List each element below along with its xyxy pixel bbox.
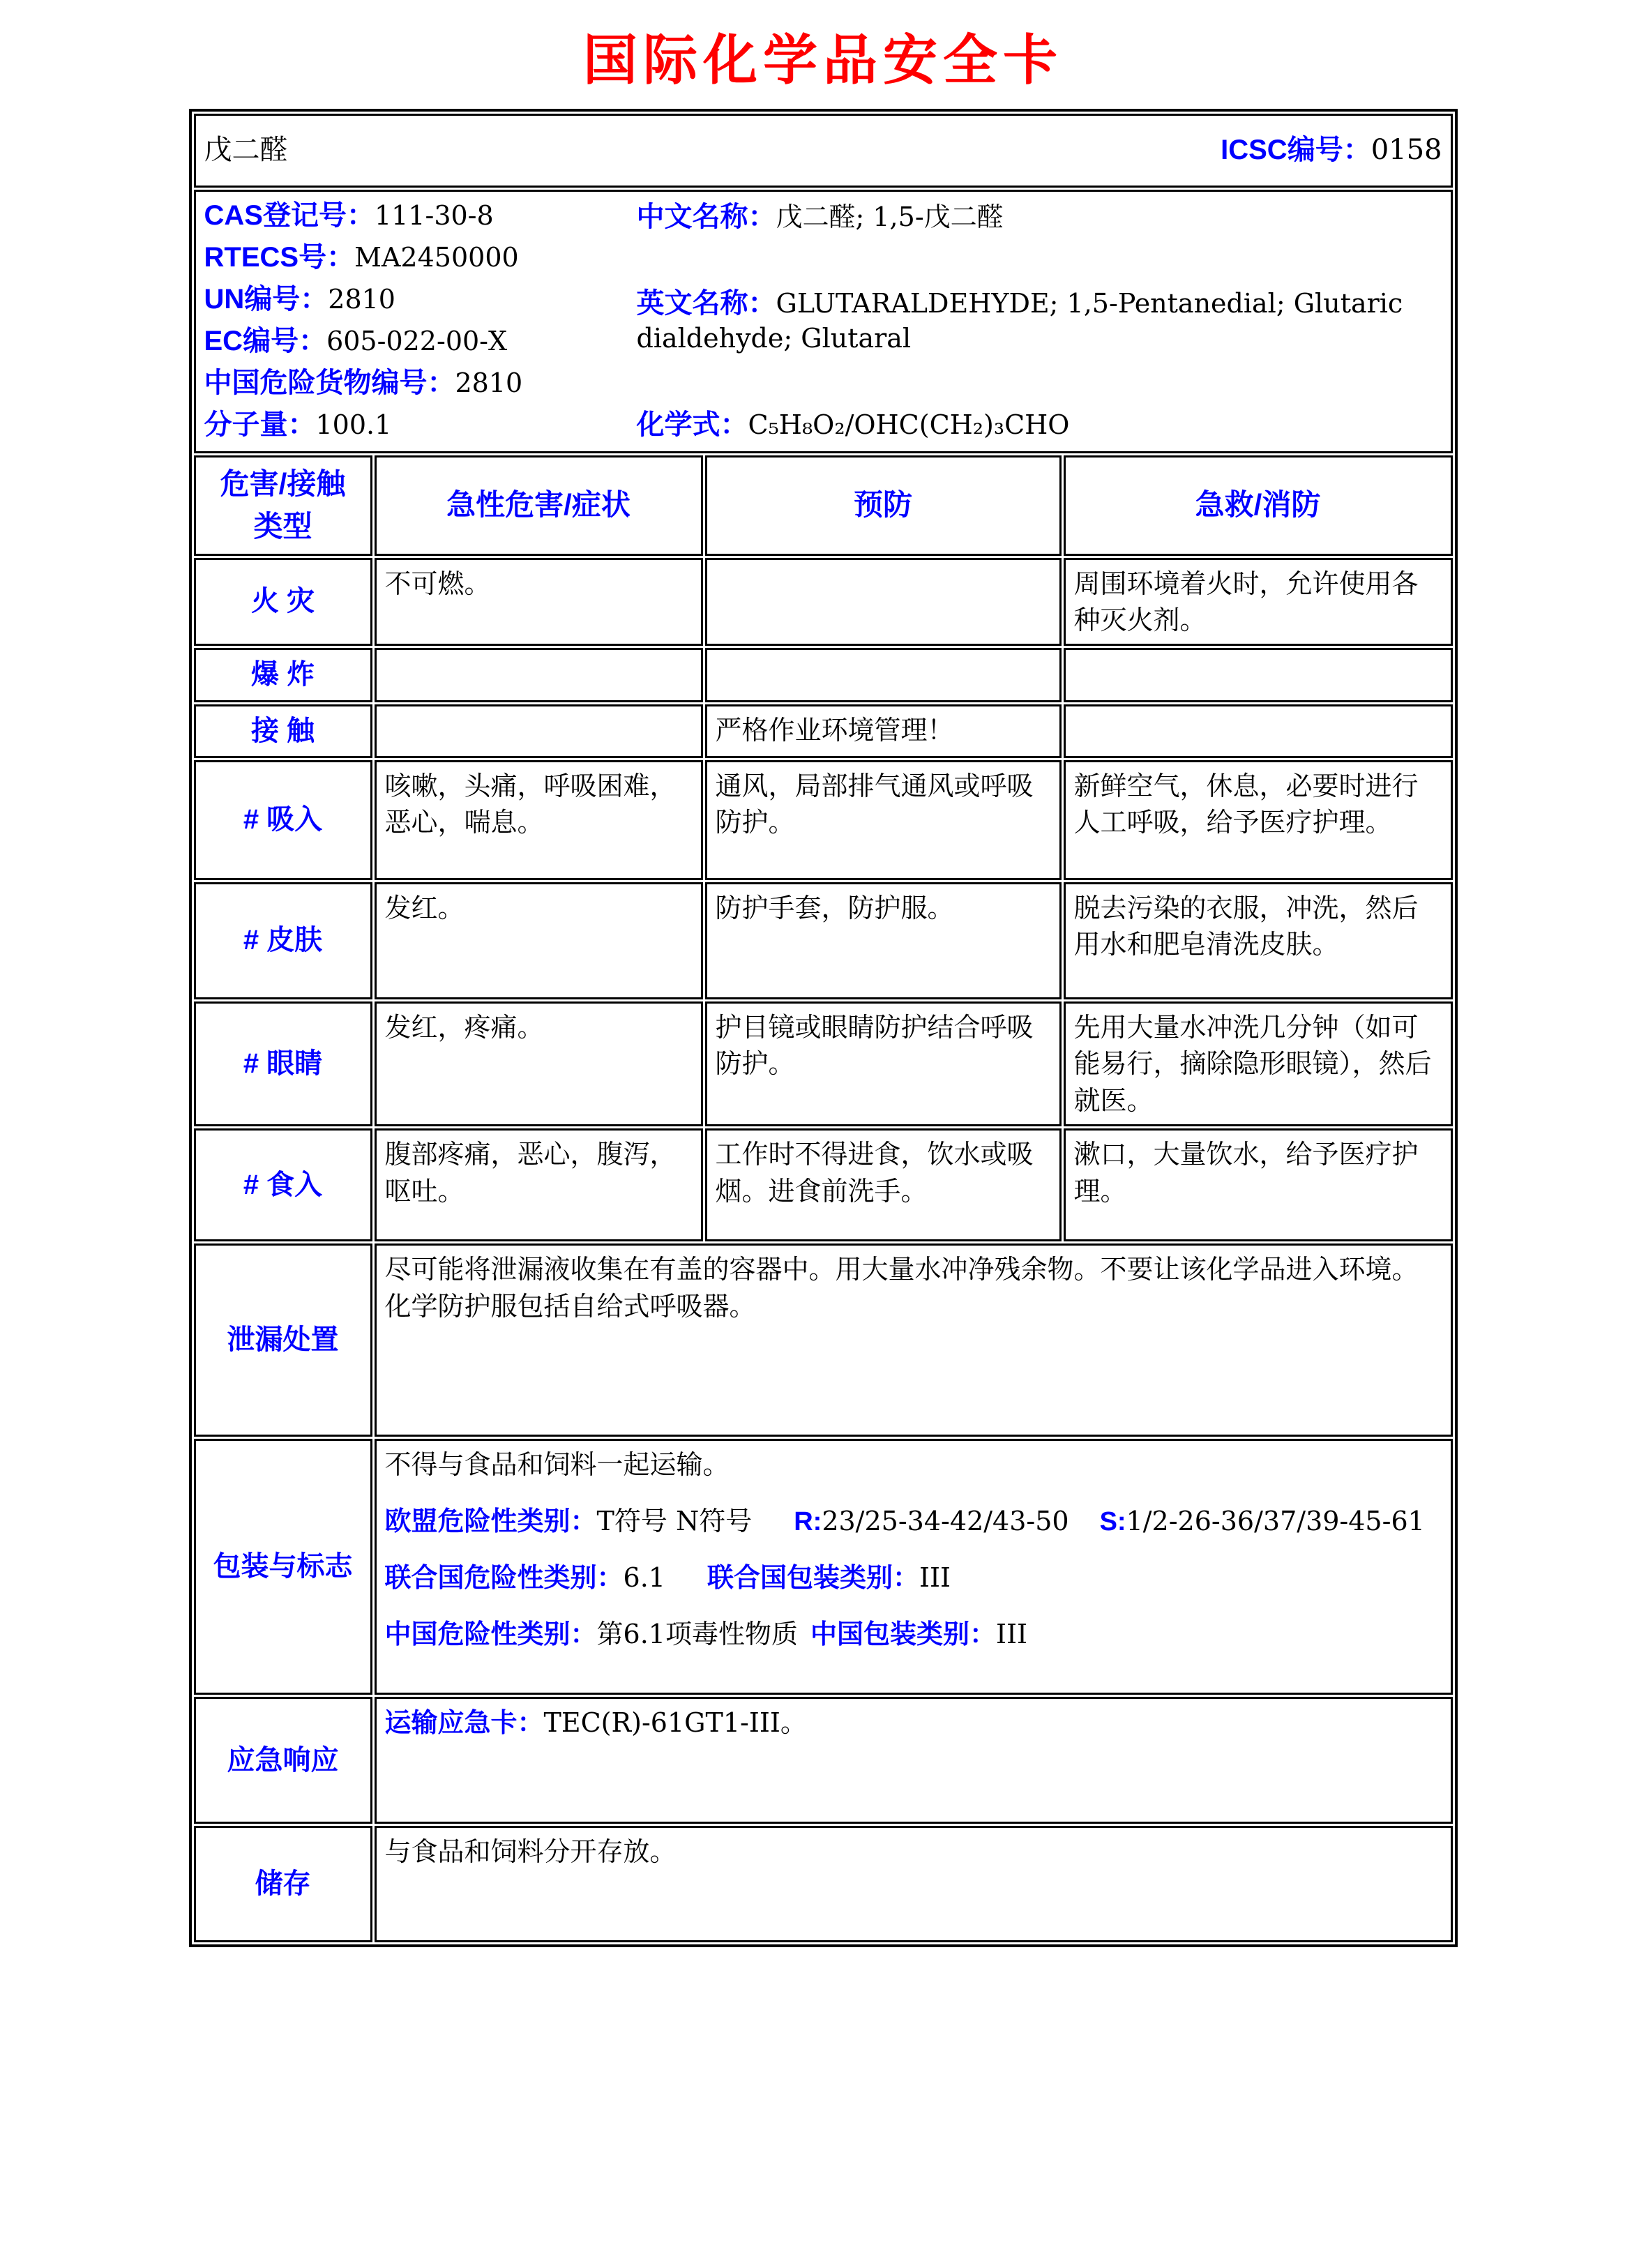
chinese-name: 中文名称：戊二醛; 1,5-戊二醛 xyxy=(636,201,1004,232)
inhalation-firstaid: 新鲜空气，休息，必要时进行人工呼吸，给予医疗护理。 xyxy=(1064,760,1453,880)
skin-firstaid: 脱去污染的衣服，冲洗，然后用水和肥皂清洗皮肤。 xyxy=(1064,882,1453,999)
cas-number: CAS登记号：111-30-8 xyxy=(204,199,494,231)
exposure-prevention: 严格作业环境管理！ xyxy=(705,704,1062,758)
identification-right-column xyxy=(637,197,1442,443)
header-acute-symptoms: 急性危害/症状 xyxy=(375,455,703,556)
fire-prevention xyxy=(705,558,1062,647)
ingestion-firstaid: 漱口，大量饮水，给予医疗护理。 xyxy=(1064,1128,1453,1241)
hazard-type-skin: # 皮肤 xyxy=(194,882,372,999)
packaging-transport-note: 不得与食品和饲料一起运输。 xyxy=(384,1449,730,1481)
ingestion-prevention: 工作时不得进食，饮水或吸烟。进食前洗手。 xyxy=(705,1128,1062,1241)
ingestion-symptoms: 腹部疼痛，恶心，腹泻，呕吐。 xyxy=(375,1128,703,1241)
packaging-eu-classification: 欧盟危险性类别：T符号 N符号 R:23/25-34-42/43-50 S:1/2-26-36/37/39-45-61 xyxy=(384,1505,1425,1536)
storage-row xyxy=(194,1826,1453,1942)
icsc-card xyxy=(189,109,1458,1947)
emergency-label: 应急响应 xyxy=(194,1697,372,1824)
skin-symptoms: 发红。 xyxy=(375,882,703,999)
eyes-firstaid: 先用大量水冲洗几分钟（如可能易行，摘除隐形眼镜），然后就医。 xyxy=(1064,1001,1453,1126)
exposure-symptoms xyxy=(375,704,703,758)
inhalation-symptoms: 咳嗽，头痛，呼吸困难，恶心，喘息。 xyxy=(375,760,703,880)
packaging-content xyxy=(375,1439,1453,1695)
emergency-content xyxy=(375,1697,1453,1824)
fire-firstaid: 周围环境着火时，允许使用各种灭火剂。 xyxy=(1064,558,1453,647)
hazard-type-explosion: 爆 炸 xyxy=(194,648,372,702)
storage-label: 储存 xyxy=(194,1826,372,1942)
hazard-row-skin xyxy=(194,882,1453,999)
spillage-text: 尽可能将泄漏液收集在有盖的容器中。用大量水冲净残余物。不要让该化学品进入环境。化学防护服包括自给式呼吸器。 xyxy=(375,1243,1453,1437)
eyes-prevention: 护目镜或眼睛防护结合呼吸防护。 xyxy=(705,1001,1062,1126)
icsc-number-label: ICSC编号： xyxy=(1221,135,1371,166)
page-title: 国际化学品安全卡 xyxy=(582,29,1063,91)
hazard-row-inhalation xyxy=(194,760,1453,880)
icsc-number xyxy=(1221,131,1442,169)
hazard-type-inhalation: # 吸入 xyxy=(194,760,372,880)
header-prevention: 预防 xyxy=(705,455,1062,556)
chemical-name: 戊二醛 xyxy=(204,134,288,167)
packaging-row xyxy=(194,1439,1453,1695)
eyes-symptoms: 发红，疼痛。 xyxy=(375,1001,703,1126)
molecular-weight: 分子量：100.1 xyxy=(204,409,392,440)
packaging-label: 包装与标志 xyxy=(194,1439,372,1695)
identification-left-column xyxy=(204,197,637,443)
explosion-firstaid xyxy=(1064,648,1453,702)
inhalation-prevention: 通风，局部排气通风或呼吸防护。 xyxy=(705,760,1062,880)
chemical-formula: 化学式：C₅H₈O₂/OHC(CH₂)₃CHO xyxy=(636,409,1070,440)
un-number: UN编号：2810 xyxy=(204,283,395,315)
icsc-number-value: 0158 xyxy=(1371,134,1442,167)
skin-prevention: 防护手套，防护服。 xyxy=(705,882,1062,999)
hazard-row-exposure xyxy=(194,704,1453,758)
ec-number: EC编号：605-022-00-X xyxy=(204,325,508,356)
header-hazard-type: 危害/接触 类型 xyxy=(194,455,372,556)
explosion-symptoms xyxy=(375,648,703,702)
hazard-type-eyes: # 眼睛 xyxy=(194,1001,372,1126)
hazard-type-exposure: 接 触 xyxy=(194,704,372,758)
identification-row xyxy=(194,190,1453,453)
hazard-row-eyes xyxy=(194,1001,1453,1126)
english-name: 英文名称：GLUTARALDEHYDE; 1,5-Pentanedial; Glutaric dialdehyde; Glutaral xyxy=(636,288,1403,354)
emergency-row xyxy=(194,1697,1453,1824)
transport-emergency-card: 运输应急卡：TEC(R)-61GT1-III。 xyxy=(384,1707,807,1739)
hazard-type-fire: 火 灾 xyxy=(194,558,372,647)
hazard-row-fire xyxy=(194,558,1453,647)
identification-cell xyxy=(194,190,1453,453)
rtecs-number: RTECS号：MA2450000 xyxy=(204,241,519,273)
spillage-label: 泄漏处置 xyxy=(194,1243,372,1437)
china-dangerous-goods-number: 中国危险货物编号：2810 xyxy=(204,367,523,398)
exposure-firstaid xyxy=(1064,704,1453,758)
hazard-type-ingestion: # 食入 xyxy=(194,1128,372,1241)
header-firstaid-firefighting: 急救/消防 xyxy=(1064,455,1453,556)
name-cell xyxy=(194,114,1453,188)
fire-symptoms: 不可燃。 xyxy=(375,558,703,647)
name-row xyxy=(194,114,1453,188)
storage-text: 与食品和饲料分开存放。 xyxy=(375,1826,1453,1942)
packaging-cn-classification: 中国危险性类别：第6.1项毒性物质 中国包装类别：III xyxy=(384,1619,1028,1650)
packaging-un-classification: 联合国危险性类别：6.1 联合国包装类别：III xyxy=(384,1562,951,1594)
spillage-row xyxy=(194,1243,1453,1437)
hazard-row-explosion xyxy=(194,648,1453,702)
hazard-header-row xyxy=(194,455,1453,556)
hazard-row-ingestion xyxy=(194,1128,1453,1241)
explosion-prevention xyxy=(705,648,1062,702)
